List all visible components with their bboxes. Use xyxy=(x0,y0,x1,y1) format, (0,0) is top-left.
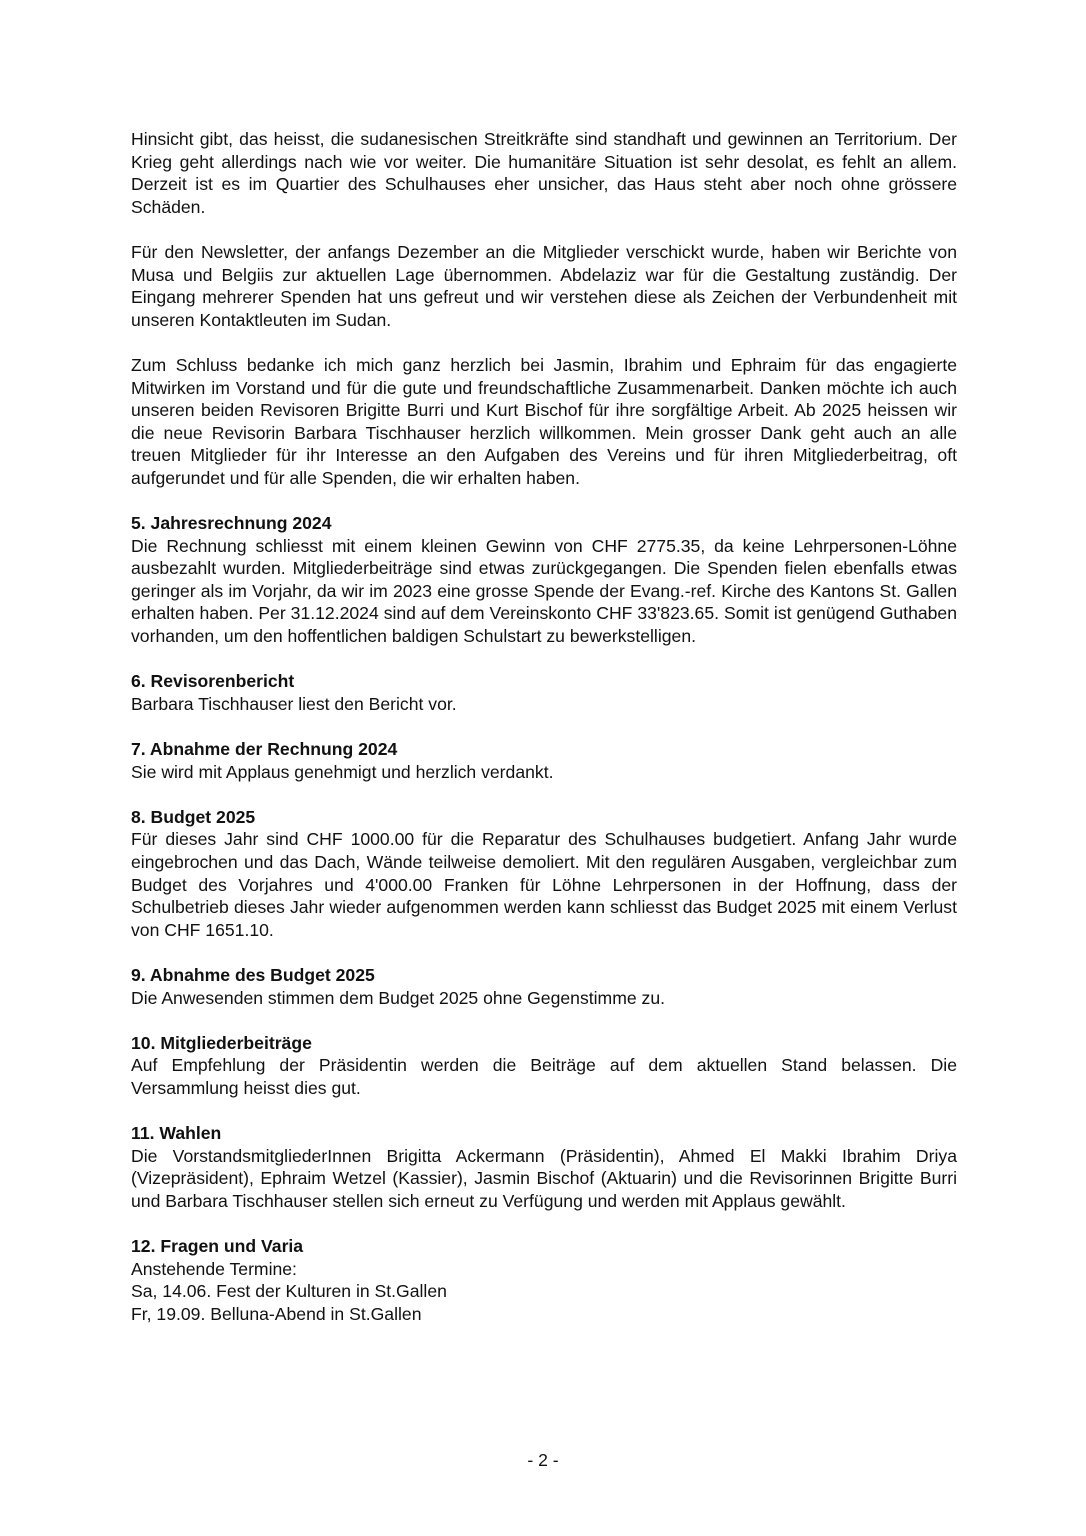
section-wahlen xyxy=(131,1122,957,1212)
section-heading: 9. Abnahme des Budget 2025 xyxy=(131,964,375,985)
section-mitgliederbeitraege xyxy=(131,1032,957,1100)
section-text: Für dieses Jahr sind CHF 1000.00 für die Reparatur des Schulhauses budgetiert. Anfang Jahr wurde eingebrochen und das Dach, Wände teilweise demoliert. Mit den regulären Ausgaben, vergleichbar zum Budget des Vorjahres und 4'000.00 Franken für Löhne Lehrpersonen in der Hoffnung, dass der Schulbetrieb dieses Jahr wieder aufgenommen werden kann schliesst das Budget 2025 mit einem Verlust von CHF 1651.10. xyxy=(131,829,957,940)
varia-line: Sa, 14.06. Fest der Kulturen in St.Gallen xyxy=(131,1281,447,1302)
intro-paragraph-1: Hinsicht gibt, das heisst, die sudanesischen Streitkräfte sind standhaft und gewinnen an Territorium. Der Krieg geht allerdings nach wie vor weiter. Die humanitäre Situation ist sehr desolat, es fehlt an allem. Derzeit ist es im Quartier des Schulhauses eher unsicher, das Haus steht aber noch ohne grössere Schäden. xyxy=(131,129,957,217)
document-page xyxy=(131,128,957,1348)
section-text: Die Anwesenden stimmen dem Budget 2025 ohne Gegenstimme zu. xyxy=(131,987,665,1008)
section-heading: 8. Budget 2025 xyxy=(131,806,256,827)
section-text: Die Rechnung schliesst mit einem kleinen Gewinn von CHF 2775.35, da keine Lehrpersonen-Löhne ausbezahlt wurden. Mitgliederbeiträge sind etwas zurückgegangen. Die Spenden fielen ebenfalls etwas geringer als im Vorjahr, da wir im 2023 eine grosse Spende der Evang.-ref. Kirche des Kantons St. Gallen erhalten haben. Per 31.12.2024 sind auf dem Vereinskonto CHF 33'823.65. Somit ist genügend Guthaben vorhanden, um den hoffentlichen baldigen Schulstart zu bewerkstelligen. xyxy=(131,535,957,647)
section-heading: 6. Revisorenbericht xyxy=(131,671,295,692)
section-text: Auf Empfehlung der Präsidentin werden die Beiträge auf dem aktuellen Stand belassen. Die Versammlung heisst dies gut. xyxy=(131,1055,957,1098)
intro-paragraph-2: Für den Newsletter, der anfangs Dezember an die Mitglieder verschickt wurde, haben wir Berichte von Musa und Belgiis zur aktuellen Lage übernommen. Abdelaziz war für die Gestaltung zuständig. Der Eingang mehrerer Spenden hat uns gefreut und wir verstehen diese als Zeichen der Verbundenheit mit unseren Kontaktleuten im Sudan. xyxy=(131,241,957,330)
section-abnahme-budget xyxy=(131,964,957,1009)
page-number: - 2 - xyxy=(527,1450,559,1470)
section-revisorenbericht xyxy=(131,670,957,715)
section-text: Die VorstandsmitgliederInnen Brigitta Ackermann (Präsidentin), Ahmed El Makki Ibrahim Driya (Vizepräsident), Ephraim Wetzel (Kassier), Jasmin Bischof (Aktuarin) und die Revisorinnen Brigitte Burri und Barbara Tischhauser stellen sich erneut zu Verfügung und werden mit Applaus gewählt. xyxy=(131,1145,957,1211)
section-heading: 12. Fragen und Varia xyxy=(131,1236,304,1257)
section-text: Barbara Tischhauser liest den Bericht vor. xyxy=(131,693,457,714)
section-heading: 11. Wahlen xyxy=(131,1123,222,1144)
section-jahresrechnung xyxy=(131,512,957,648)
section-text: Sie wird mit Applaus genehmigt und herzlich verdankt. xyxy=(131,761,554,782)
varia-line: Fr, 19.09. Belluna-Abend in St.Gallen xyxy=(131,1303,422,1324)
section-fragen-varia xyxy=(131,1235,957,1325)
varia-line: Anstehende Termine: xyxy=(131,1258,297,1279)
section-heading: 7. Abnahme der Rechnung 2024 xyxy=(131,739,398,760)
intro-paragraph-3: Zum Schluss bedanke ich mich ganz herzlich bei Jasmin, Ibrahim und Ephraim für das engagierte Mitwirken im Vorstand und für die gute und freundschaftliche Zusammenarbeit. Danken möchte ich auch unseren beiden Revisoren Brigitte Burri und Kurt Bischof für ihre sorgfältige Arbeit. Ab 2025 heissen wir die neue Revisorin Barbara Tischhauser herzlich willkommen. Mein grosser Dank geht auch an alle treuen Mitglieder für ihr Interesse an den Aufgaben des Vereins und für ihren Mitgliederbeitrag, oft aufgerundet und für alle Spenden, die wir erhalten haben. xyxy=(131,354,957,488)
section-heading: 10. Mitgliederbeiträge xyxy=(131,1032,312,1053)
section-budget xyxy=(131,806,957,942)
section-heading: 5. Jahresrechnung 2024 xyxy=(131,513,332,534)
section-abnahme-rechnung xyxy=(131,738,957,783)
